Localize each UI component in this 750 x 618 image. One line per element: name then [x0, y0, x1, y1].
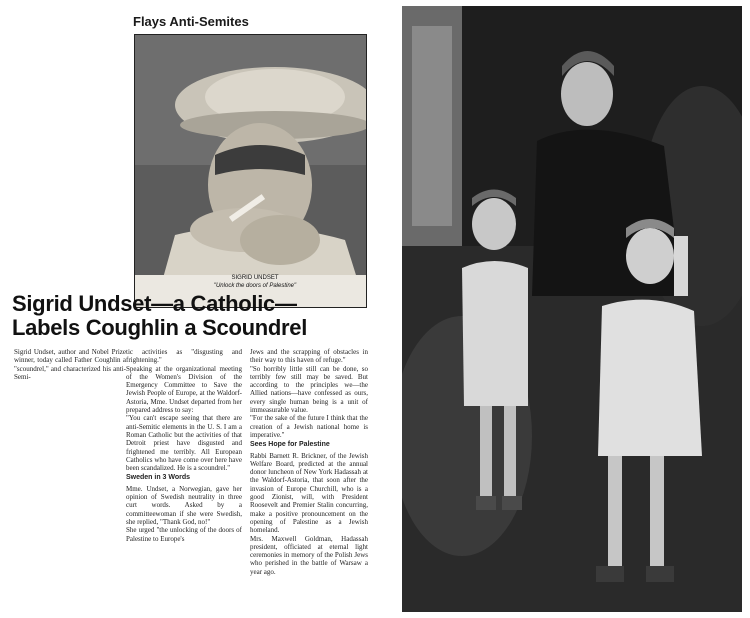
headline-line-2: Labels Coughlin a Scoundrel	[12, 315, 308, 340]
headline-line-1: Sigrid Undset—a Catholic—	[12, 291, 297, 316]
column3-p3: "For the sake of the future I think that the creation of a Jewish national home is imperative."	[250, 414, 368, 439]
article-column-1	[14, 348, 126, 420]
clipping-kicker: Flays Anti-Semites	[133, 14, 249, 29]
column2-subhead: Sweden in 3 Words	[126, 474, 191, 482]
portrait-drawing	[135, 35, 366, 307]
family-garden-photo	[402, 6, 742, 612]
article-column-3	[250, 348, 368, 578]
column2-p2: Speaking at the organizational meeting of the Women's Division of the Emergency Committee to Save the Jewish People of Europe, at the Waldorf-Astoria, Mme. Undset departed from her prepared address to say:	[126, 364, 242, 415]
column3-p5: Mrs. Maxwell Goldman, Hadassah president, officiated at eternal light ceremonies in memory of the Polish Jews who perished in the battle of Warsaw a year ago.	[250, 534, 368, 576]
column3-p4: Rabbi Barnett R. Brickner, of the Jewish Welfare Board, predicted at the annual donor luncheon of New York Hadassah at the Waldorf-Astoria, that soon after the invasion of Europe Churchill, who is a good Zionist, will, with President Roosevelt and Premier Stalin concurring, make a positive pronouncement on the opening of Palestine as a Jewish homeland.	[250, 451, 368, 535]
column2-p1: tic activities as "disgusting and frightening."	[126, 348, 242, 365]
photo-caption	[180, 274, 330, 290]
column2-p4: Mme. Undset, a Norwegian, gave her opinion of Swedish neutrality in three curt words. Asked by a committeewoman if she were Swedish, she replied, "Thank God, no!"	[126, 484, 242, 526]
column3-p2: "So horribly little still can be done, so terribly few still may be saved. But according to the principles we—the Allied nations—have confessed as ours, every single human being is a unit of immeasurable value.	[250, 364, 368, 415]
undset-portrait-photo	[134, 34, 367, 308]
column3-subhead: Sees Hope for Palestine	[250, 441, 330, 449]
column2-p5: She urged "the unlocking of the doors of Palestine to Europe's	[126, 526, 242, 543]
caption-quote: "Unlock the doors of Palestine"	[213, 283, 297, 289]
column3-p1: Jews and the scrapping of obstacles in their way to this haven of refuge."	[250, 348, 368, 365]
caption-name: SIGRID UNDSET	[231, 275, 279, 281]
column1-text: Sigrid Undset, author and Nobel Prize winner, today called Father Coughlin a "scoundrel," and characterized his anti-Semi-	[14, 348, 126, 381]
column2-p3: "You can't escape seeing that there are anti-Semitic elements in the U. S. I am a Roman Catholic but the activities of that Detroit priest have disgusted and frightened me terribly. All European Catholics who have come over here have been scandalized. He is a scoundrel."	[126, 414, 242, 473]
garden-photo-drawing	[402, 6, 742, 612]
article-column-2	[126, 348, 242, 578]
headline	[12, 292, 332, 340]
